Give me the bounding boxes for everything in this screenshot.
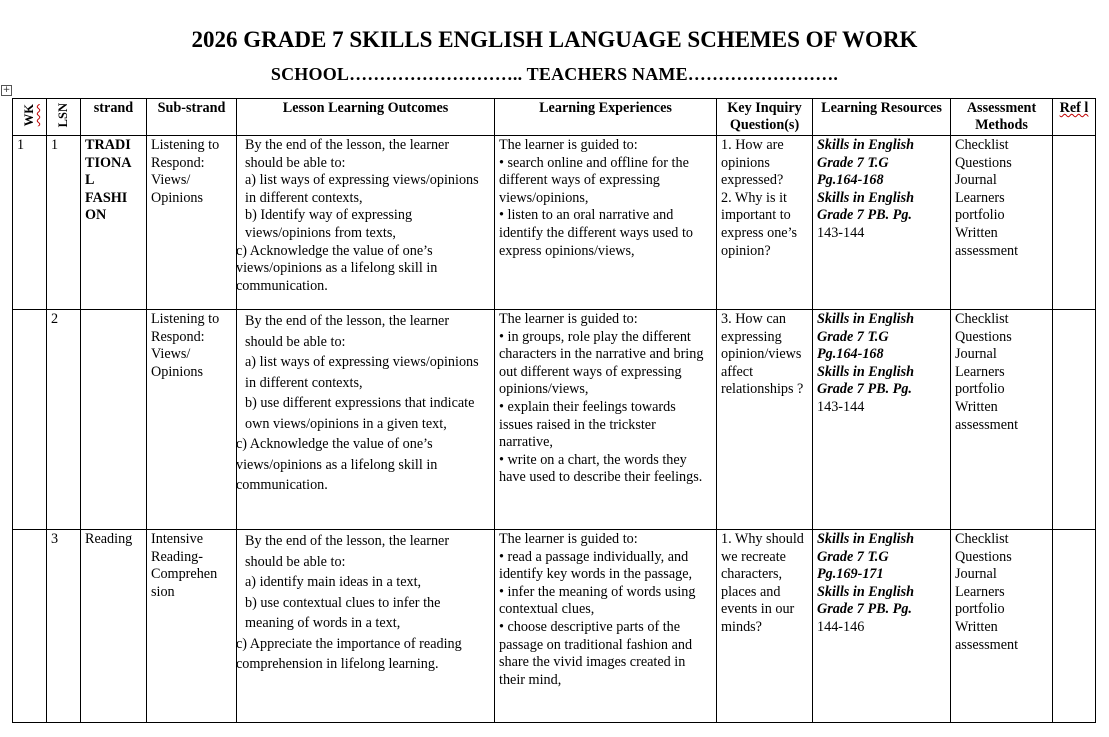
assessment-cell: Checklist Questions Journal Learners portfolio Written assessment — [951, 136, 1053, 310]
outcomes-cell: By the end of the lesson, the learner should be able to: a) list ways of expressing views/opinions in different contexts, b) Identify way of expressing views/opinions from texts, c) Acknowledge the value of one’s views/opinions as a lifelong skill in communication. — [237, 136, 495, 310]
table-row — [13, 310, 1096, 530]
header-sub-strand: Sub-strand — [147, 99, 237, 136]
experiences-cell: The learner is guided to: • read a passage individually, and identify key words in the passage, • infer the meaning of words using contextual clues, • choose descriptive parts of the passage on traditional fashion and share the vivid images created in their mind, — [495, 530, 717, 723]
header-ref: Ref l — [1053, 99, 1096, 136]
inquiry-cell: 1. Why should we recreate characters, places and events in our minds? — [717, 530, 813, 723]
ref-cell — [1053, 310, 1096, 530]
header-inquiry: Key Inquiry Question(s) — [717, 99, 813, 136]
ref-cell — [1053, 136, 1096, 310]
table-row — [13, 136, 1096, 310]
week-cell: 1 — [13, 136, 47, 310]
sub-strand-cell: Listening to Respond: Views/ Opinions — [147, 310, 237, 530]
ref-cell — [1053, 530, 1096, 723]
header-lesson: LSN — [47, 99, 81, 136]
document-title: 2026 GRADE 7 SKILLS ENGLISH LANGUAGE SCHEMES OF WORK — [191, 27, 918, 52]
header-assessment: Assessment Methods — [951, 99, 1053, 136]
move-handle-icon[interactable]: + — [2, 85, 11, 95]
lesson-cell: 1 — [47, 136, 81, 310]
resources-cell: Skills in English Grade 7 T.G Pg.164-168 Skills in English Grade 7 PB. Pg. 143-144 — [813, 310, 951, 530]
outcomes-cell: By the end of the lesson, the learner should be able to: a) identify main ideas in a text, b) use contextual clues to infer the meaning of words in a text, c) Appreciate the importance of reading comprehension in lifelong learning. — [237, 530, 495, 723]
lesson-cell: 3 — [47, 530, 81, 723]
sub-strand-cell: Intensive Reading- Comprehen sion — [147, 530, 237, 723]
strand-cell: Reading — [81, 530, 147, 723]
assessment-cell: Checklist Questions Journal Learners portfolio Written assessment — [951, 530, 1053, 723]
header-outcomes: Lesson Learning Outcomes — [237, 99, 495, 136]
week-cell — [13, 530, 47, 723]
schemes-of-work-table — [12, 98, 1096, 723]
strand-cell: TRADI TIONA L FASHI ON — [81, 136, 147, 310]
header-row — [13, 99, 1096, 136]
sub-strand-cell: Listening to Respond: Views/ Opinions — [147, 136, 237, 310]
inquiry-cell: 3. How can expressing opinion/views affect relationships ? — [717, 310, 813, 530]
inquiry-cell: 1. How are opinions expressed? 2. Why is it important to express one’s opinion? — [717, 136, 813, 310]
outcomes-cell: By the end of the lesson, the learner should be able to: a) list ways of expressing views/opinions in different contexts, b) use different expressions that indicate own views/opinions in a given text, c) Acknowledge the value of one’s views/opinions as a lifelong skill in communication. — [237, 310, 495, 530]
header-experiences: Learning Experiences — [495, 99, 717, 136]
strand-cell — [81, 310, 147, 530]
experiences-cell: The learner is guided to: • search online and offline for the different ways of expressing views/opinions, • listen to an oral narrative and identify the different ways used to express opinions/views, — [495, 136, 717, 310]
lesson-cell: 2 — [47, 310, 81, 530]
assessment-cell: Checklist Questions Journal Learners portfolio Written assessment — [951, 310, 1053, 530]
week-cell — [13, 310, 47, 530]
school-teacher-line: SCHOOL……………………….. TEACHERS NAME……………………. — [270, 64, 839, 84]
header-week: WK — [13, 99, 47, 136]
header-strand: strand — [81, 99, 147, 136]
table-row — [13, 530, 1096, 723]
experiences-cell: The learner is guided to: • in groups, role play the different characters in the narrative and bring out different ways of expressing opinions/views, • explain their feelings towards issues raised in the trickster narrative, • write on a chart, the words they have used to describe their feelings. — [495, 310, 717, 530]
resources-cell: Skills in English Grade 7 T.G Pg.164-168 Skills in English Grade 7 PB. Pg. 143-144 — [813, 136, 951, 310]
resources-cell: Skills in English Grade 7 T.G Pg.169-171 Skills in English Grade 7 PB. Pg. 144-146 — [813, 530, 951, 723]
header-resources: Learning Resources — [813, 99, 951, 136]
